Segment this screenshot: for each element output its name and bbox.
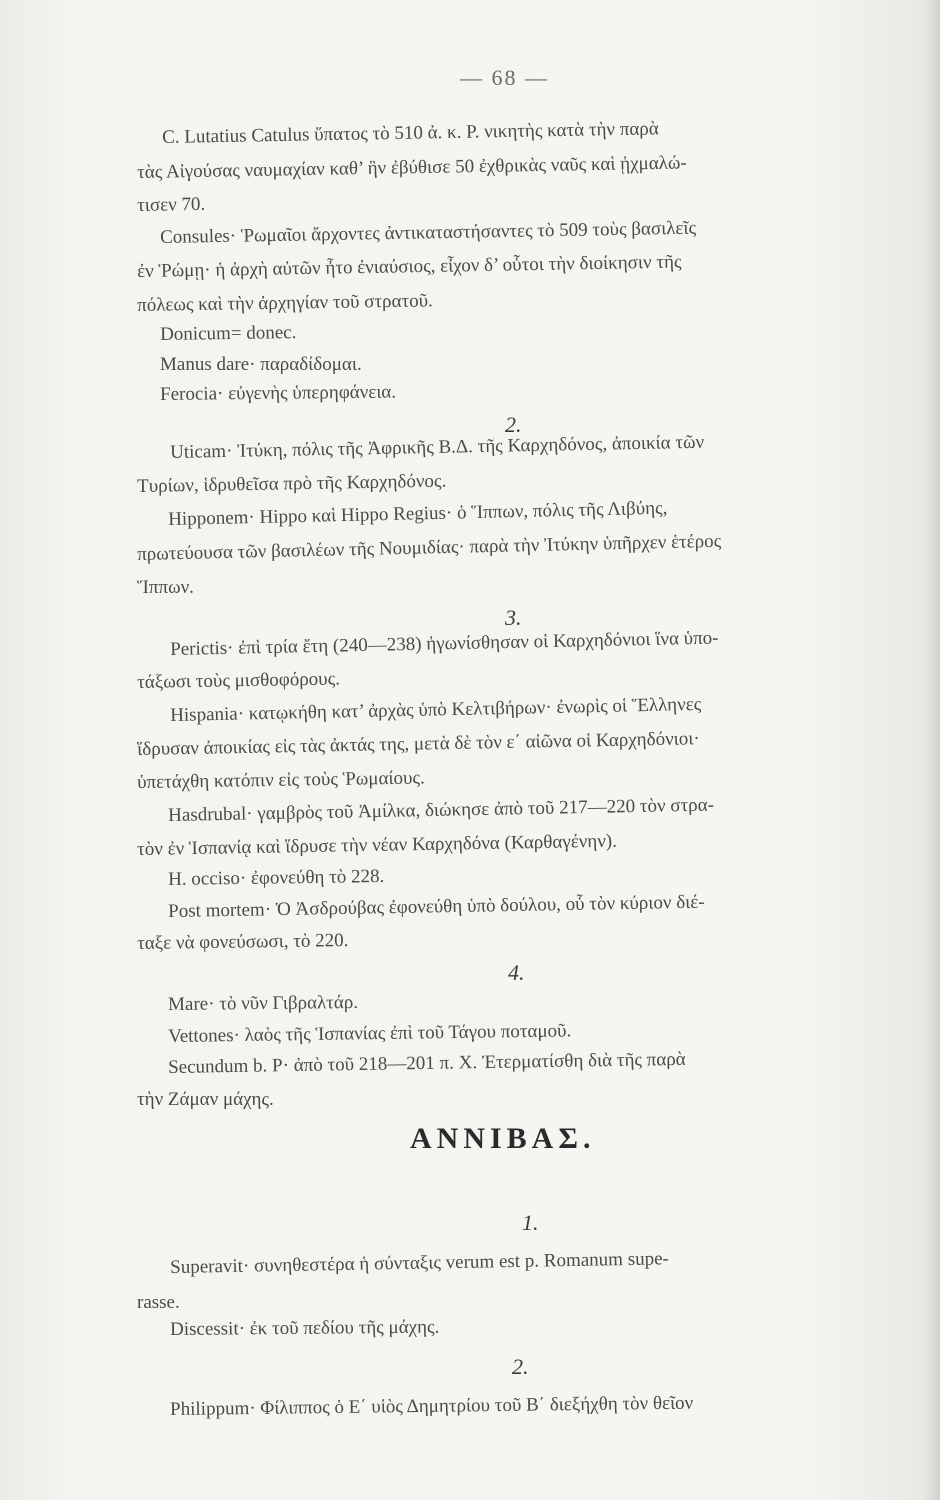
- text-line: Τυρίων, ἱδρυθεῖσα πρὸ τῆς Καρχηδόνος.: [136, 470, 447, 497]
- section-number: 2.: [505, 412, 522, 437]
- text-line: ταξε νὰ φονεύσωσι, τὸ 220.: [136, 930, 349, 954]
- text-line: Secundum b. P· ἀπὸ τοῦ 218—201 π. Χ. Ἐτερματίσθη διὰ τῆς παρὰ: [167, 1048, 686, 1078]
- chapter-title: ΑΝΝΙΒΑΣ.: [410, 1122, 596, 1155]
- text-line: Consules· Ῥωμαῖοι ἄρχοντες ἀντικαταστήσαντες τὸ 509 τοὺς βασιλεῖς: [159, 217, 697, 248]
- text-line: Perictis· ἐπὶ τρία ἔτη (240—238) ἠγωνίσθησαν οἱ Καρχηδόνιοι ἵνα ὑπο-: [169, 627, 719, 660]
- text-line: rasse.: [137, 1292, 180, 1313]
- text-line: τισεν 70.: [136, 193, 206, 216]
- text-line: Vettones· λαὸς τῆς Ἱσπανίας ἐπὶ τοῦ Τάγου ποταμοῦ.: [167, 1020, 572, 1047]
- text-line: Hispania· κατῳκήθη κατ’ ἀρχὰς ὑπὸ Κελτιβήρων· ἐνωρὶς οἱ Ἕλληνες: [169, 693, 702, 726]
- text-line: Uticam· Ἰτύκη, πόλις τῆς Ἀφρικῆς Β.Δ. τῆς Καρχηδόνος, ἀποικία τῶν: [169, 431, 705, 463]
- text-line: Ferocia· εὐγενὴς ὑπερηφάνεια.: [159, 381, 397, 405]
- text-line: ἐν Ῥώμῃ· ἡ ἀρχὴ αὐτῶν ἦτο ἐνιαύσιος, εἶχον δ’ οὗτοι τὴν διοίκησιν τῆς: [136, 251, 682, 282]
- text-line: ἵδρυσαν ἀποικίας εἰς τὰς ἀκτάς της, μετὰ δὲ τὸν ε΄ αἰῶνα οἱ Καρχηδόνιοι·: [136, 728, 700, 760]
- text-line: τὴν Ζάμαν μάχης.: [137, 1089, 274, 1110]
- text-line: τὰς Αἰγούσας ναυμαχίαν καθ’ ἣν ἐβύθισε 50 ἐχθρικὰς ναῦς καὶ ᾐχμαλώ-: [136, 152, 687, 183]
- text-line: Superavit· συνηθεστέρα ἡ σύνταξις verum est p. Romanum supe-: [169, 1248, 670, 1278]
- text-line: Manus dare· παραδίδομαι.: [160, 354, 362, 375]
- text-line: Philippum· Φίλιππος ὁ Ε΄ υἱὸς Δημητρίου τοῦ Β΄ διεξήχθη τὸν θεῖον: [169, 1392, 694, 1420]
- page-number-value: 68: [491, 65, 518, 90]
- text-line: Hasdrubal· γαμβρὸς τοῦ Ἀμίλκα, διώκησε ἀπὸ τοῦ 217—220 τὸν στρα-: [167, 794, 715, 826]
- text-line: Ἵππων.: [137, 577, 194, 598]
- section-number: 2.: [512, 1354, 529, 1379]
- text-line: πόλεως καὶ τὴν ἀρχηγίαν τοῦ στρατοῦ.: [136, 290, 433, 316]
- page-spine-shadow: [922, 0, 940, 1500]
- text-line: τὸν ἐν Ἱσπανίᾳ καὶ ἵδρυσε τὴν νέαν Καρχηδόνα (Καρθαγένην).: [136, 830, 618, 860]
- text-line: Mare· τὸ νῦν Γιβραλτάρ.: [167, 992, 359, 1015]
- text-line: Discessit· ἐκ τοῦ πεδίου τῆς μάχης.: [169, 1316, 440, 1340]
- section-number: 4.: [508, 960, 525, 985]
- text-line: πρωτεύουσα τῶν βασιλέων τῆς Νουμιδίας· παρὰ τὴν Ἰτύκην ὑπῆρχεν ἑτέρος: [136, 530, 722, 565]
- page-number: — 68 —: [460, 65, 549, 90]
- text-line: H. occiso· ἐφονεύθη τὸ 228.: [167, 865, 385, 890]
- text-line: τάξωσι τοὺς μισθοφόρους.: [136, 668, 341, 693]
- section-number: 1.: [522, 1210, 539, 1235]
- text-line: Hipponem· Hippo καὶ Hippo Regius· ὁ Ἵππων, πόλις τῆς Λιβύης,: [167, 497, 668, 530]
- text-line: Post mortem· Ὁ Ἀσδρούβας ἐφονεύθη ὑπὸ δούλου, οὗ τὸν κύριον διέ-: [167, 891, 705, 922]
- text-line: C. Lutatius Catulus ὕπατος τὸ 510 ἀ. κ. Ρ. νικητὴς κατὰ τὴν παρὰ: [161, 118, 659, 148]
- text-line: ὑπετάχθη κατόπιν εἰς τοὺς Ῥωμαίους.: [136, 767, 425, 793]
- section-number: 3.: [505, 605, 522, 630]
- text-line: Donicum= donec.: [159, 322, 297, 345]
